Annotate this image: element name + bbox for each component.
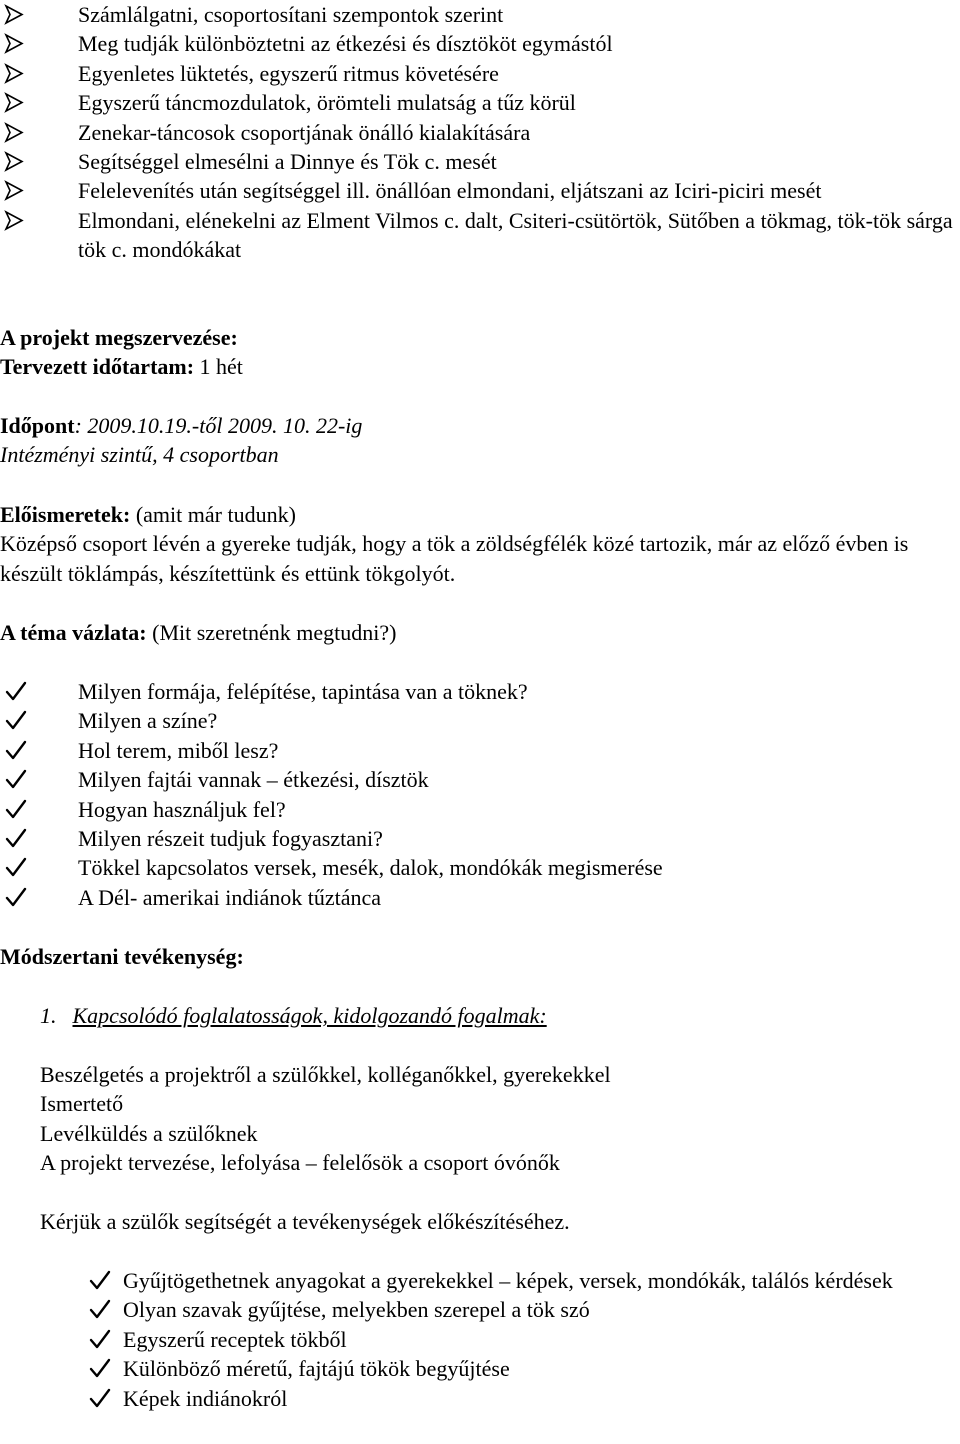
list-item: Milyen részeit tudjuk fogyasztani? [0,824,958,853]
checkmark-icon [4,795,32,824]
level-line: Intézményi szintű, 4 csoportban [0,442,279,468]
checkmark-icon [88,1266,116,1295]
prior-text: Középső csoport lévén a gyereke tudják, hogy a tök a zöldségfélék közé tartozik, már az előző évben is készült töklámpás, készítettünk és ettünk tökgolyót. [0,531,909,586]
project-section [0,323,958,382]
arrow-bullet-icon [4,59,32,88]
prior-knowledge-section [0,500,958,588]
checkmark-icon [4,677,32,706]
list-item: Képek indiánokról [0,1384,958,1413]
checkmark-icon [88,1384,116,1413]
duration-line: Tervezett időtartam: 1 hét [0,354,243,380]
arrow-bullet-icon [4,29,32,58]
method-line: Ismertető [40,1091,124,1117]
prior-label-line: Előismeretek: (amit már tudunk) [0,502,296,527]
list-item: Segítséggel elmesélni a Dinnye és Tök c. mesét [0,147,958,176]
method-line: Levélküldés a szülőknek [40,1120,258,1146]
list-item: Milyen formája, felépítése, tapintása van a töknek? [0,677,958,706]
list-item: Számlálgatni, csoportosítani szempontok szerint [0,0,958,29]
checkmark-icon [4,824,32,853]
list-item: Egyenletes lüktetés, egyszerű ritmus követésére [0,59,958,88]
date-line: Időpont: 2009.10.19.-től 2009. 10. 22-ig [0,413,363,438]
method-subheading: 1. Kapcsolódó foglalatosságok, kidolgozandó fogalmak: [40,1003,547,1028]
outline-check-list [0,677,958,912]
arrow-bullet-icon [4,88,32,117]
parents-request: Kérjük a szülők segítségét a tevékenységek előkészítéséhez. [40,1209,570,1234]
checkmark-icon [4,853,32,882]
arrow-bullet-icon [4,0,32,29]
checkmark-icon [88,1325,116,1354]
list-item: Hol terem, miből lesz? [0,736,958,765]
checkmark-icon [88,1295,116,1324]
outline-section [0,618,958,647]
list-item: Meg tudják különböztetni az étkezési és dísztököt egymástól [0,29,958,58]
checkmark-icon [4,706,32,735]
list-item: Egyszerű táncmozdulatok, örömteli mulatság a tűz körül [0,88,958,117]
list-item: Egyszerű receptek tökből [0,1325,958,1354]
method-line: A projekt tervezése, lefolyása – felelősök a csoport óvónők [40,1150,560,1176]
checkmark-icon [88,1354,116,1383]
goals-arrow-list [0,0,958,265]
list-item: Különböző méretű, fajtájú tökök begyűjtése [0,1354,958,1383]
list-item: Milyen a színe? [0,706,958,735]
outline-label-line: A téma vázlata: (Mit szeretnénk megtudni?) [0,620,397,645]
list-item: Hogyan használjuk fel? [0,795,958,824]
list-item: Milyen fajtái vannak – étkezési, dísztök [0,765,958,794]
arrow-bullet-icon [4,206,32,235]
arrow-bullet-icon [4,118,32,147]
project-heading: A projekt megszervezése: [0,325,238,350]
checkmark-icon [4,736,32,765]
arrow-bullet-icon [4,147,32,176]
list-item: Felelevenítés után segítséggel ill. önállóan elmondani, eljátszani az Iciri-piciri mesét [0,176,958,205]
list-item: A Dél- amerikai indiánok tűztánca [0,883,958,912]
list-item: Gyűjtögethetnek anyagokat a gyerekekkel – képek, versek, mondókák, találós kérdések [0,1266,958,1295]
list-item: Olyan szavak gyűjtése, melyekben szerepel a tök szó [0,1295,958,1324]
date-section [0,411,958,470]
method-heading: Módszertani tevékenység: [0,944,244,969]
arrow-bullet-icon [4,176,32,205]
parents-check-list [0,1266,958,1413]
list-item: Tökkel kapcsolatos versek, mesék, dalok, mondókák megismerése [0,853,958,882]
list-item: Zenekar-táncosok csoportjának önálló kialakítására [0,118,958,147]
method-lines [40,1060,958,1178]
checkmark-icon [4,883,32,912]
method-section [0,942,958,971]
checkmark-icon [4,765,32,794]
list-item: Elmondani, elénekelni az Elment Vilmos c. dalt, Csiteri-csütörtök, Sütőben a tökmag, tök-tök sárga tök c. mondókákat [0,206,958,265]
method-line: Beszélgetés a projektről a szülőkkel, kolléganőkkel, gyerekekkel [40,1062,611,1087]
